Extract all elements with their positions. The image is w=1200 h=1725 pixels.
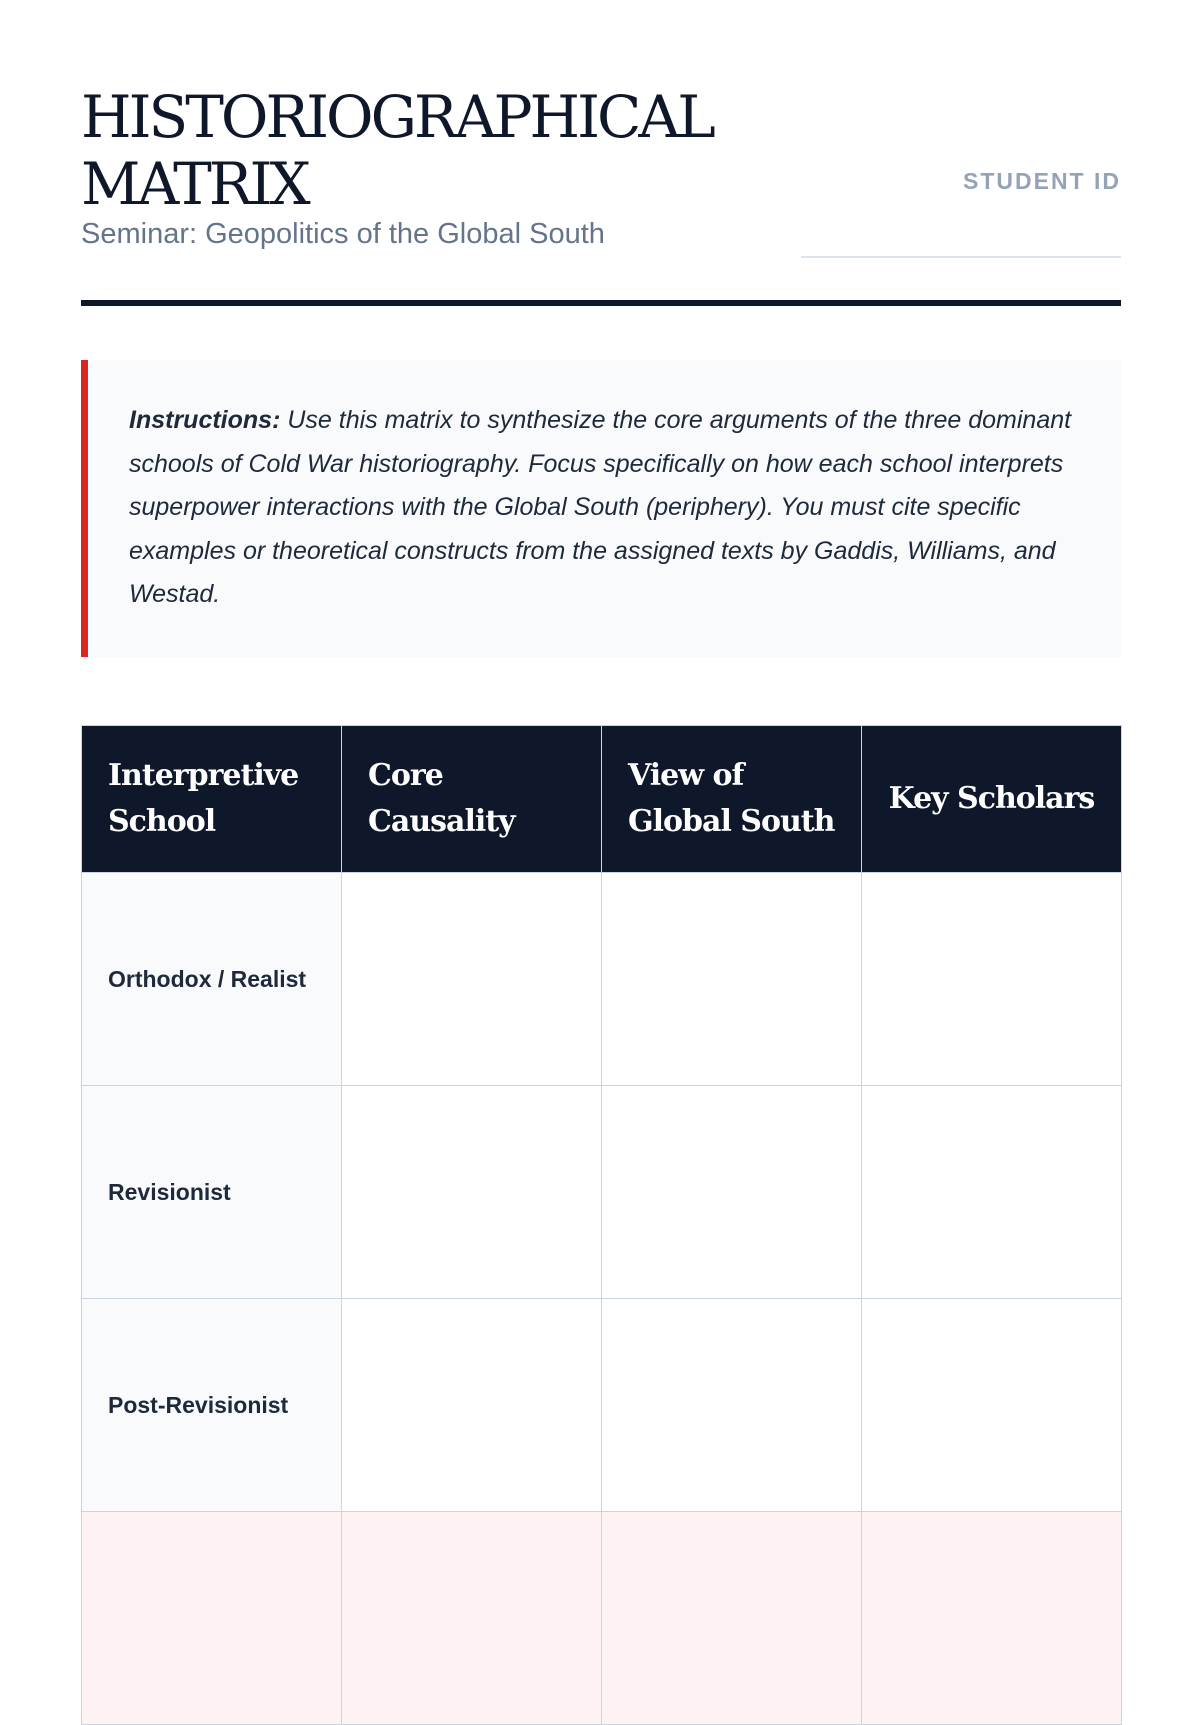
- view-of-global-south-input[interactable]: [602, 1512, 862, 1725]
- school-name-cell: Post-Revisionist: [82, 1299, 342, 1512]
- instructions-label: Instructions:: [129, 406, 281, 434]
- school-name-cell: Revisionist: [82, 1086, 342, 1299]
- school-name-cell: Orthodox / Realist: [82, 873, 342, 1086]
- student-id-block: [801, 168, 1121, 195]
- view-of-global-south-input[interactable]: [602, 873, 862, 1086]
- core-causality-input[interactable]: [342, 1086, 602, 1299]
- school-name-cell: [82, 1512, 342, 1725]
- core-causality-input[interactable]: [342, 1512, 602, 1725]
- page-title: [81, 84, 713, 218]
- column-header-line: Core: [368, 758, 443, 793]
- student-id-field[interactable]: [801, 256, 1121, 258]
- matrix-header-row: [82, 726, 1122, 873]
- column-header-line: School: [108, 804, 216, 839]
- core-causality-input[interactable]: [342, 873, 602, 1086]
- key-scholars-input[interactable]: [862, 1299, 1122, 1512]
- column-header-line: Key Scholars: [888, 781, 1095, 816]
- table-row: [82, 1086, 1122, 1299]
- worksheet-page: [81, 0, 1121, 1418]
- instructions-text: Use this matrix to synthesize the core arguments of the three dominant schools of Cold War historiography. Focus specifically on how each school interprets superpower interactions with the Global South (periphery). You must cite specific examples or theoretical constructs from the assigned texts by Gaddis, Williams, and Westad.: [129, 406, 1072, 608]
- column-header-line: View of: [628, 758, 744, 793]
- worksheet-header: [81, 0, 1121, 310]
- key-scholars-input[interactable]: [862, 1086, 1122, 1299]
- instructions-callout: [81, 360, 1121, 657]
- page-subtitle: Seminar: Geopolitics of the Global South: [81, 218, 605, 250]
- column-header-line: Global South: [628, 804, 835, 839]
- header-divider: [81, 300, 1121, 306]
- table-row: [82, 1299, 1122, 1512]
- table-row-highlighted: [82, 1512, 1122, 1725]
- view-of-global-south-input[interactable]: [602, 1086, 862, 1299]
- table-row: [82, 873, 1122, 1086]
- column-header-line: Interpretive: [108, 758, 299, 793]
- column-header-core-causality: [342, 726, 602, 873]
- title-line-2: MATRIX: [81, 150, 308, 218]
- historiography-matrix: [81, 725, 1122, 1725]
- view-of-global-south-input[interactable]: [602, 1299, 862, 1512]
- key-scholars-input[interactable]: [862, 873, 1122, 1086]
- column-header-key-scholars: [862, 726, 1122, 873]
- title-line-1: HISTORIOGRAPHICAL: [81, 83, 713, 151]
- column-header-view-of-global-south: [602, 726, 862, 873]
- core-causality-input[interactable]: [342, 1299, 602, 1512]
- key-scholars-input[interactable]: [862, 1512, 1122, 1725]
- column-header-interpretive-school: [82, 726, 342, 873]
- column-header-line: Causality: [368, 804, 515, 839]
- student-id-label: STUDENT ID: [963, 168, 1121, 194]
